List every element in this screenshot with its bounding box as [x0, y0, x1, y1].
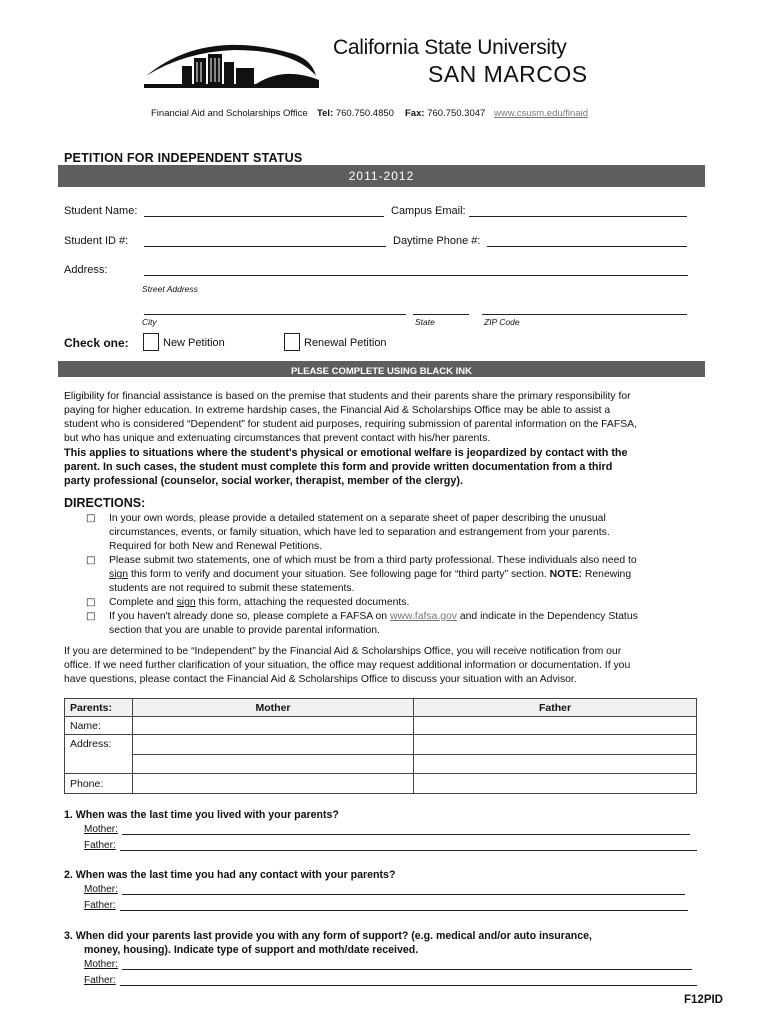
- eligibility-line: student who is considered “Dependent” for student aid purposes, requiring submission of parental information on the FAFSA,: [64, 419, 637, 430]
- black-ink-notice: PLEASE COMPLETE USING BLACK INK: [290, 366, 473, 377]
- checkbox-bullet-icon: □: [86, 513, 96, 524]
- father-label: Father: [538, 701, 572, 714]
- direction-line: [109, 610, 709, 624]
- state-caption: State: [415, 317, 435, 327]
- mother-address-cell[interactable]: [133, 755, 414, 774]
- name-label-cell: [65, 717, 133, 735]
- direction-text: this form to verify and document your situation. See following page for “third party” section.: [128, 569, 550, 580]
- name-label: Name:: [70, 719, 101, 732]
- zip-caption: ZIP Code: [484, 317, 520, 327]
- check-one-label: Check one:: [64, 336, 129, 350]
- campus-name: SAN MARCOS: [428, 61, 588, 87]
- table-row: [65, 717, 697, 735]
- form-code: F12PID: [684, 994, 723, 1006]
- note-label: NOTE:: [549, 569, 582, 580]
- q2-father-answer[interactable]: [120, 910, 688, 911]
- mother-phone-cell[interactable]: [133, 774, 414, 794]
- street-address-caption: Street Address: [142, 284, 198, 294]
- eligibility-paragraph: [64, 390, 704, 488]
- independent-paragraph: [64, 645, 704, 687]
- father-header-cell: [414, 699, 697, 717]
- mother-answer-label: Mother:: [84, 959, 118, 970]
- phone-label: Phone:: [70, 777, 104, 790]
- direction-text: and indicate in the Dependency Status: [456, 611, 638, 622]
- form-title: PETITION FOR INDEPENDENT STATUS: [64, 151, 303, 165]
- direction-text: If you haven't already done so, please complete a FAFSA on: [109, 611, 390, 622]
- question-1: 1. When was the last time you lived with your parents?: [64, 809, 339, 821]
- fax-number: 760.750.3047: [427, 108, 486, 119]
- student-id-label: Student ID #:: [64, 235, 129, 247]
- address-label: Address:: [64, 264, 108, 276]
- fafsa-link[interactable]: www.fafsa.gov: [389, 611, 457, 622]
- q1-father-answer[interactable]: [120, 850, 697, 851]
- direction-item-2: [109, 554, 709, 596]
- address-label: Address:: [70, 738, 112, 750]
- fax-label: Fax:: [405, 108, 425, 119]
- q3-father-answer[interactable]: [120, 985, 697, 986]
- eligibility-bold-line: This applies to situations where the student's physical or emotional welfare is jeopardized by contact with the: [64, 447, 628, 459]
- direction-item-1: [109, 512, 709, 554]
- renewal-petition-checkbox[interactable]: [284, 333, 300, 351]
- direction-line: section that you are unable to provide parental information.: [109, 625, 380, 636]
- direction-line: Required for both New and Renewal Petitions.: [109, 541, 323, 552]
- new-petition-checkbox[interactable]: [143, 333, 159, 351]
- direction-line: students are not required to submit these statements.: [109, 583, 355, 594]
- tel-info: [317, 108, 394, 119]
- independent-line: office. If we need further clarification of your situation, the office may request additional information or documentation. If you: [64, 660, 631, 671]
- mother-label: Mother: [255, 701, 291, 714]
- student-id-field[interactable]: [144, 246, 386, 247]
- checkbox-bullet-icon: □: [86, 555, 96, 566]
- question-2: 2. When was the last time you had any contact with your parents?: [64, 869, 396, 881]
- eligibility-line: but who has unique and extenuating circumstances that prevent contact with his/her parents.: [64, 433, 491, 444]
- father-address-cell[interactable]: [414, 735, 697, 755]
- tel-number: 760.750.4850: [335, 108, 394, 119]
- sign-emphasis: sign: [109, 569, 129, 580]
- direction-text: Renewing: [582, 569, 632, 580]
- daytime-phone-field[interactable]: [487, 246, 687, 247]
- campus-email-field[interactable]: [469, 216, 687, 217]
- direction-text: this form, attaching the requested documents.: [195, 597, 410, 608]
- student-name-field[interactable]: [144, 216, 384, 217]
- father-name-cell[interactable]: [414, 717, 697, 735]
- direction-line: In your own words, please provide a detailed statement on a separate sheet of paper describing the unusual: [109, 513, 606, 524]
- table-row: [65, 699, 697, 717]
- father-answer-label: Father:: [84, 840, 116, 851]
- zip-field[interactable]: [482, 314, 687, 315]
- checkbox-bullet-icon: □: [86, 597, 96, 608]
- mother-header-cell: [133, 699, 414, 717]
- independent-line: have questions, please contact the Financial Aid & Scholarships Office to discuss your situation with an Advisor.: [64, 674, 577, 685]
- question-3: [64, 929, 704, 957]
- eligibility-line: paying for higher education. In extreme hardship cases, the Financial Aid & Scholarships Office may be able to assist a: [64, 405, 611, 416]
- table-row: [65, 774, 697, 794]
- checkbox-bullet-icon: □: [86, 611, 96, 622]
- sign-emphasis: sign: [176, 597, 196, 608]
- q3-mother-answer[interactable]: [122, 969, 692, 970]
- daytime-phone-label: Daytime Phone #:: [393, 235, 481, 247]
- direction-line: circumstances, events, or family situation, which have led to separation and estrangement from your parents.: [109, 527, 610, 538]
- street-address-field[interactable]: [144, 275, 688, 276]
- city-caption: City: [142, 317, 157, 327]
- address-label-cell: [65, 735, 133, 774]
- tel-label: Tel:: [317, 108, 334, 119]
- direction-text: Complete and: [109, 597, 177, 608]
- table-row: [65, 735, 697, 755]
- father-answer-label: Father:: [84, 900, 116, 911]
- q2-mother-answer[interactable]: [122, 894, 685, 895]
- direction-line: [109, 568, 709, 582]
- mother-address-cell[interactable]: [133, 735, 414, 755]
- direction-line: [109, 596, 709, 610]
- campus-email-label: Campus Email:: [391, 205, 466, 217]
- city-field[interactable]: [144, 314, 406, 315]
- mother-name-cell[interactable]: [133, 717, 414, 735]
- year-bar: [58, 165, 705, 187]
- parents-label: Parents:: [70, 701, 113, 714]
- eligibility-bold-line: parent. In such cases, the student must complete this form and provide written documentation from a third: [64, 461, 613, 473]
- parents-table: [64, 698, 697, 794]
- q1-mother-answer[interactable]: [122, 834, 690, 835]
- office-name: Financial Aid and Scholarships Office: [151, 108, 308, 119]
- form-year: 2011-2012: [348, 169, 415, 183]
- fax-info: [405, 108, 485, 119]
- direction-line: Please submit two statements, one of which must be from a third party professional. These individuals also need to: [109, 555, 637, 566]
- new-petition-label: New Petition: [163, 337, 225, 349]
- website-link[interactable]: www.csusm.edu/finaid: [494, 108, 588, 119]
- direction-item-3: [109, 596, 709, 610]
- eligibility-line: Eligibility for financial assistance is based on the premise that students and their parents share the primary responsibility for: [64, 391, 631, 402]
- directions-heading: DIRECTIONS:: [64, 496, 146, 510]
- csusm-logo-icon: [144, 36, 319, 90]
- phone-label-cell: [65, 774, 133, 794]
- renewal-petition-label: Renewal Petition: [304, 337, 387, 349]
- father-phone-cell[interactable]: [414, 774, 697, 794]
- eligibility-bold-line: party professional (counselor, social worker, therapist, member of the clergy).: [64, 475, 464, 487]
- university-name: California State University: [333, 36, 567, 59]
- table-row: [65, 755, 697, 774]
- direction-item-4: [109, 610, 709, 638]
- father-answer-label: Father:: [84, 975, 116, 986]
- independent-line: If you are determined to be “Independent” by the Financial Aid & Scholarships Office, you will receive notification from our: [64, 646, 622, 657]
- question-3-line: 3. When did your parents last provide you with any form of support? (e.g. medical and/or auto insurance,: [64, 930, 592, 942]
- father-address-cell[interactable]: [414, 755, 697, 774]
- black-ink-bar: [58, 361, 705, 377]
- mother-answer-label: Mother:: [84, 824, 118, 835]
- parents-header-cell: [65, 699, 133, 717]
- state-field[interactable]: [413, 314, 469, 315]
- mother-answer-label: Mother:: [84, 884, 118, 895]
- question-3-line: money, housing). Indicate type of support and moth/date received.: [84, 944, 419, 956]
- student-name-label: Student Name:: [64, 205, 138, 217]
